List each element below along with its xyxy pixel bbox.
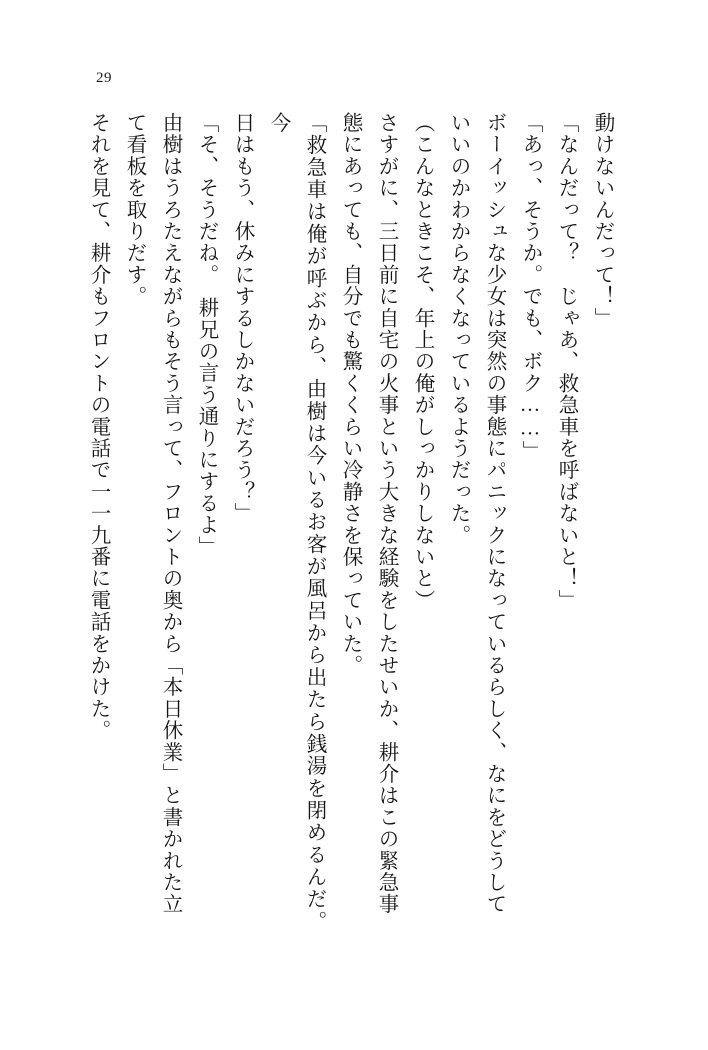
body-line: （こんなときこそ、年上の俺がしっかりしないと） <box>411 112 433 612</box>
body-line: 日はもう、休みにするしかないだろう？」 <box>231 112 253 525</box>
body-line: 「救急車は俺が呼ぶから、由樹は今いるお客が風呂から出たら銭湯を閉めるんだ。今 <box>267 112 325 932</box>
page-number: 29 <box>96 70 112 86</box>
body-line: 「あっ、そうか。でも、ボク……」 <box>519 112 541 463</box>
body-line: 「そ、そうだね。 耕兄の言う通りにするよ」 <box>195 112 217 558</box>
body-line: 態にあっても、自分でも驚くくらい冷静さを保っていた。 <box>339 112 361 677</box>
body-line: いいのかわからなくなっているようだった。 <box>447 112 469 546</box>
body-line: 由樹はうろたえながらもそう言って、フロントの奥から「本日休業」と書かれた立 <box>159 112 181 915</box>
body-line: さすがに、三日前に自宅の火事という大きな経験をしたせいか、耕介はこの緊急事 <box>375 112 397 915</box>
body-line: 「なんだって？ じゃあ、救急車を呼ばないと！」 <box>555 112 577 612</box>
body-line: ボーイッシュな少女は突然の事態にパニックになっているらしく、なにをどうして <box>483 112 505 915</box>
body-line: 動けないんだって！」 <box>591 112 613 329</box>
body-line: それを見て、耕介もフロントの電話で一一九番に電話をかけた。 <box>87 112 109 742</box>
body-line: て看板を取りだす。 <box>123 112 145 308</box>
novel-body-text <box>87 112 620 932</box>
